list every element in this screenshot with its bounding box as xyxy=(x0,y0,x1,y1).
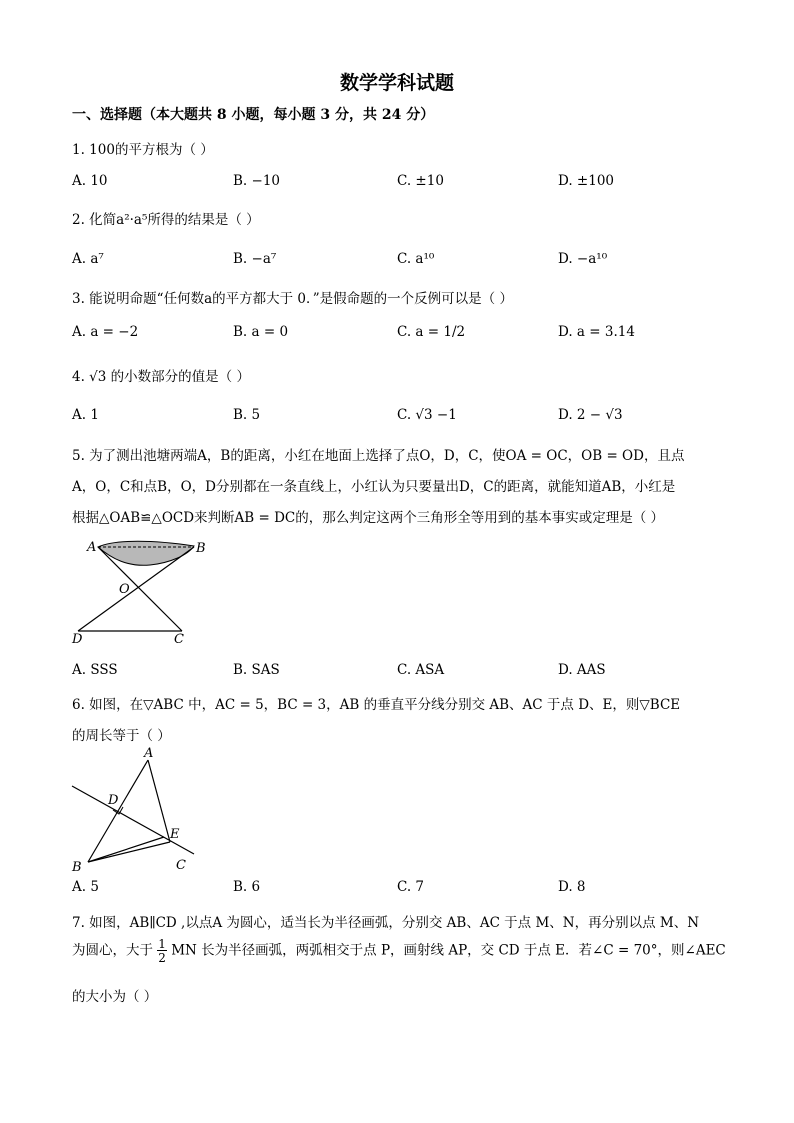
q6-option-a: A. 5 xyxy=(72,879,99,895)
q2-option-a: A. a⁷ xyxy=(72,251,104,267)
label-c: C xyxy=(176,858,186,873)
label-e: E xyxy=(170,827,180,842)
question-4-stem: 4. √3 的小数部分的值是（ ） xyxy=(72,369,250,385)
label-d: D xyxy=(72,632,83,647)
label-b: B xyxy=(72,860,82,874)
q1-option-b: B. −10 xyxy=(233,173,280,189)
q3-option-a: A. a = −2 xyxy=(72,324,139,340)
q4-option-b: B. 5 xyxy=(233,407,261,423)
question-5-line-1: 5. 为了测出池塘两端A，B的距离，小红在地面上选择了点O，D，C，使OA = OC，OB = OD，且点 xyxy=(72,448,685,464)
label-d: D xyxy=(108,793,119,808)
q2-option-c: C. a¹⁰ xyxy=(397,251,435,267)
q3-option-b: B. a = 0 xyxy=(233,324,289,340)
label-c: C xyxy=(174,632,184,647)
label-a: A xyxy=(144,746,154,761)
pond-figure xyxy=(70,535,220,650)
q6-option-d: D. 8 xyxy=(558,879,586,895)
question-5-line-2: A，O，C和点B，O，D分别都在一条直线上，小红认为只要量出D，C的距离，就能知道AB，小红是 xyxy=(72,479,676,495)
question-6-line-2: 的周长等于（ ） xyxy=(72,728,171,744)
q4-option-c: C. √3 −1 xyxy=(397,407,457,423)
question-7-line-3: 的大小为（ ） xyxy=(72,989,158,1005)
q2-option-b: B. −a⁷ xyxy=(233,251,277,267)
fraction-one-half xyxy=(157,938,167,964)
question-2-stem: 2. 化简a²·a⁵所得的结果是（ ） xyxy=(72,212,260,228)
q6-option-c: C. 7 xyxy=(397,879,425,895)
label-b: B xyxy=(196,541,206,556)
question-5-line-3: 根据△OAB≌△OCD来判断AB = DC的，那么判定这两个三角形全等用到的基本事实或定理是（ ） xyxy=(72,510,665,526)
q4-option-a: A. 1 xyxy=(72,407,99,423)
fraction-numerator: 1 xyxy=(158,937,166,951)
q6-option-b: B. 6 xyxy=(233,879,261,895)
label-o: O xyxy=(119,582,130,597)
segment-be xyxy=(88,837,164,862)
q3-option-c: C. a = 1/2 xyxy=(397,324,466,340)
question-1-stem: 1. 100的平方根为（ ） xyxy=(72,142,214,158)
q5-option-d: D. AAS xyxy=(558,662,606,678)
question-7-line-1: 7. 如图，AB∥CD ,以点A 为圆心，适当长为半径画弧，分别交 AB、AC 于点 M、N，再分别以点 M、N xyxy=(72,915,700,931)
q7-line-2-start: 为圆心，大于 xyxy=(72,942,153,959)
q5-option-c: C. ASA xyxy=(397,662,445,678)
q1-option-a: A. 10 xyxy=(72,173,108,189)
q5-option-b: B. SAS xyxy=(233,662,280,678)
triangle-figure xyxy=(66,742,201,874)
section-heading: 一、选择题（本大题共 8 小题，每小题 3 分，共 24 分） xyxy=(72,107,435,123)
label-a: A xyxy=(87,540,97,555)
q2-option-d: D. −a¹⁰ xyxy=(558,251,608,267)
q3-option-d: D. a = 3.14 xyxy=(558,324,635,340)
question-7-line-2 xyxy=(72,938,726,964)
q7-line-2-end: MN 长为半径画弧，两弧相交于点 P，画射线 AP，交 CD 于点 E．若∠C = 70°，则∠AEC xyxy=(171,942,726,959)
perpendicular-bisector xyxy=(72,786,194,854)
fraction-denominator: 2 xyxy=(158,951,166,965)
page-title: 数学学科试题 xyxy=(339,72,454,94)
q1-option-c: C. ±10 xyxy=(397,173,444,189)
q1-option-d: D. ±100 xyxy=(558,173,615,189)
q4-option-d: D. 2 − √3 xyxy=(558,407,623,423)
segment-bc xyxy=(88,842,170,862)
question-6-line-1: 6. 如图，在▽ABC 中，AC = 5，BC = 3，AB 的垂直平分线分别交 AB、AC 于点 D、E，则▽BCE xyxy=(72,697,681,713)
q5-option-a: A. SSS xyxy=(72,662,118,678)
question-3-stem: 3. 能说明命题“任何数a的平方都大于 0．”是假命题的一个反例可以是（ ） xyxy=(72,291,513,307)
